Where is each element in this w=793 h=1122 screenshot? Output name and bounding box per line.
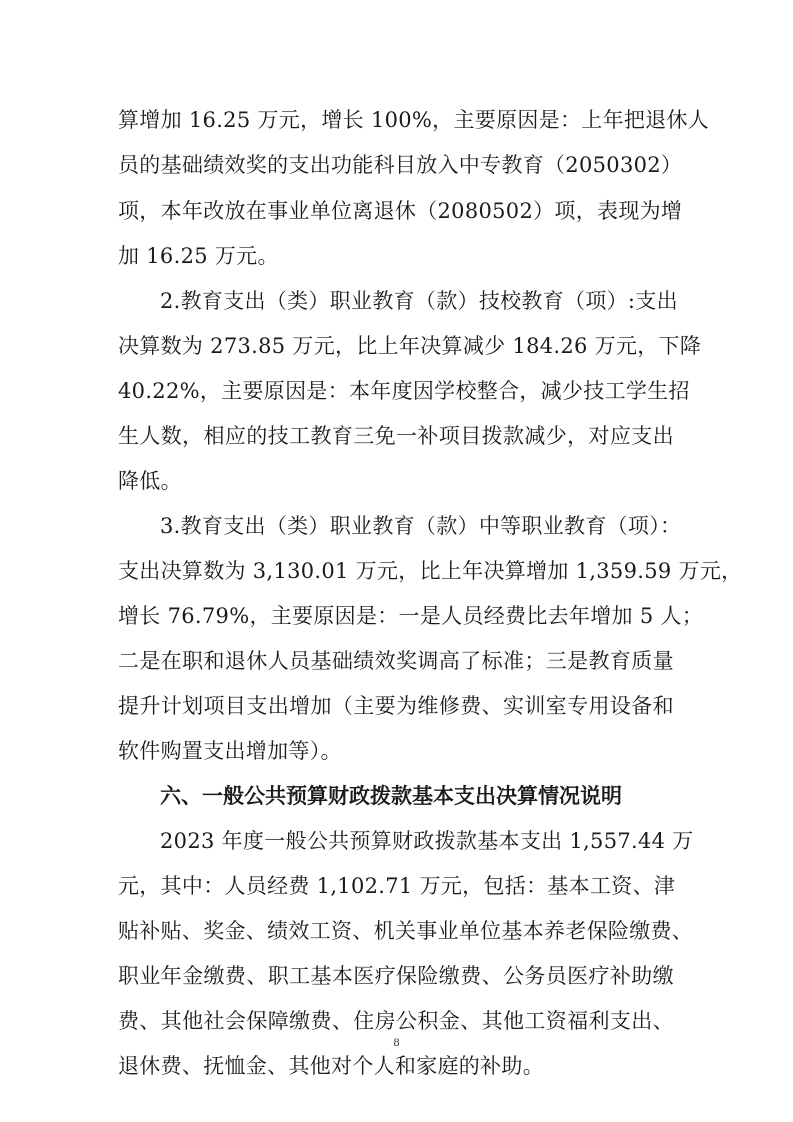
- text-line: 员的基础绩效奖的支出功能科目放入中专教育（2050302）: [118, 153, 683, 177]
- text-line: 加 16.25 万元。: [118, 244, 279, 268]
- text-line: 算增加 16.25 万元，增长 100%，主要原因是：上年把退休人: [118, 108, 710, 132]
- text-line: 职业年金缴费、职工基本医疗保险缴费、公务员医疗补助缴: [118, 964, 674, 988]
- text-line: 2.教育支出（类）职业教育（款）技校教育（项）:支出: [160, 289, 678, 313]
- section-heading: 六、一般公共预算财政拨款基本支出决算情况说明: [160, 784, 622, 808]
- text-line: 降低。: [118, 469, 182, 493]
- text-line: 二是在职和退休人员基础绩效奖调高了标准；三是教育质量: [118, 649, 674, 673]
- text-line: 软件购置支出增加等）。: [118, 739, 342, 763]
- text-line: 3.教育支出（类）职业教育（款）中等职业教育（项）：: [160, 514, 682, 538]
- text-line: 退休费、抚恤金、其他对个人和家庭的补助。: [118, 1054, 544, 1078]
- text-line: 项，本年改放在事业单位离退休（2080502）项，表现为增: [118, 199, 683, 223]
- page-number: 8: [393, 1035, 400, 1049]
- text-line: 元，其中：人员经费 1,102.71 万元，包括：基本工资、津: [118, 874, 676, 898]
- text-line: 40.22%，主要原因是：本年度因学校整合，减少技工学生招: [118, 379, 690, 403]
- text-line: 提升计划项目支出增加（主要为维修费、实训室专用设备和: [118, 694, 674, 718]
- text-line: 贴补贴、奖金、绩效工资、机关事业单位基本养老保险缴费、: [118, 919, 694, 943]
- text-line: 费、其他社会保障缴费、住房公积金、其他工资福利支出、: [118, 1009, 674, 1033]
- text-line: 生人数，相应的技工教育三免一补项目拨款减少，对应支出: [118, 424, 674, 448]
- text-line: 增长 76.79%，主要原因是：一是人员经费比去年增加 5 人；: [118, 604, 704, 628]
- text-line: 决算数为 273.85 万元，比上年决算减少 184.26 万元，下降: [118, 334, 702, 358]
- text-line: 支出决算数为 3,130.01 万元，比上年决算增加 1,359.59 万元，: [118, 559, 743, 583]
- text-line: 2023 年度一般公共预算财政拨款基本支出 1,557.44 万: [160, 829, 694, 853]
